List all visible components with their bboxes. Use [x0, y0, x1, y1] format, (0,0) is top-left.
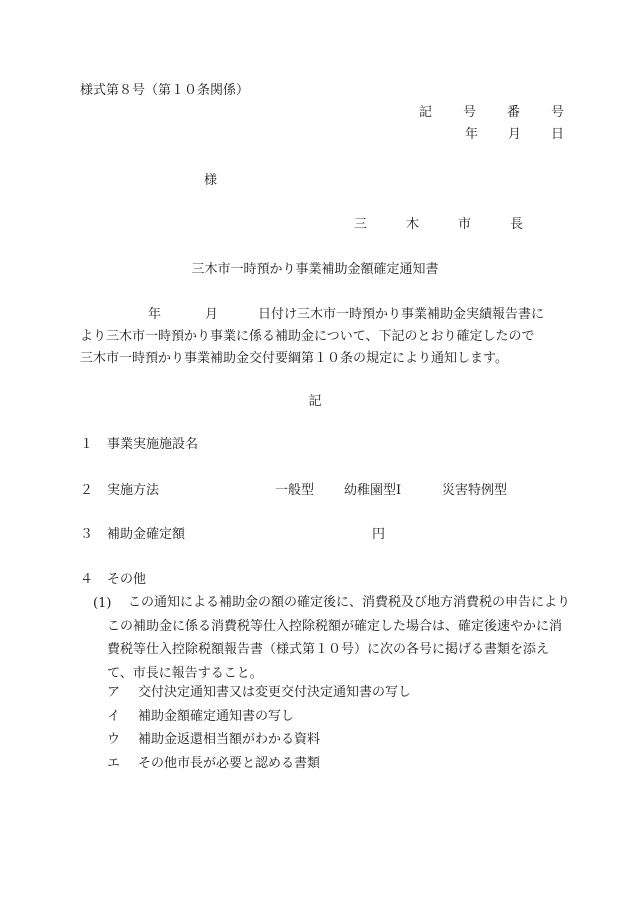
- item-other-label: その他: [107, 572, 147, 587]
- body-line-1: [80, 304, 570, 326]
- body-line-1-rest: 日付け三木市一時預かり事業補助金実績報告書に: [258, 307, 545, 322]
- item-amount-label: 補助金確定額: [107, 527, 186, 542]
- sender-name: 三 木 市 長: [353, 217, 536, 232]
- issue-date: [465, 128, 564, 141]
- document-list-text: 補助金額確定通知書の写し: [138, 709, 295, 724]
- item-facility-name-label: 事業実施施設名: [107, 437, 199, 452]
- document-list-label: イ: [107, 709, 121, 724]
- body-year: 年: [148, 307, 162, 322]
- item-number: ２: [80, 483, 94, 498]
- sub-item-text: この通知による補助金の額の確定後に、消費税及び地方消費税の申告によりこの補助金に係る消費税等仕入控除税額が確定した場合は、確定後速やかに消費税等仕入控除税額報告書（様式第１０号）に次の各号に掲げる書類を添えて、市長に報告すること。: [107, 595, 571, 681]
- form-number: 様式第８号（第１０条関係）: [80, 83, 250, 98]
- date-month: 月: [507, 127, 521, 142]
- amount-unit: 円: [372, 527, 386, 542]
- method-option-kindergarten: 幼稚園型Ⅰ: [344, 483, 402, 498]
- document-number-label: 記 号 番 号: [418, 105, 573, 120]
- method-option-general: 一般型: [275, 483, 315, 498]
- body-line-3: 三木市一時預かり事業補助金交付要綱第１０条の規定により通知します。: [80, 351, 508, 366]
- document-list-label: ウ: [107, 732, 121, 747]
- date-year: 年: [464, 127, 478, 142]
- ki-heading: 記: [308, 394, 322, 409]
- document-list-label: エ: [107, 756, 121, 771]
- notice-body: [80, 304, 570, 370]
- document-list-text: その他市長が必要と認める書類: [138, 756, 321, 771]
- document-list-text: 補助金返還相当額がわかる資料: [138, 732, 321, 747]
- item-number: ３: [80, 527, 94, 542]
- body-line-2: より三木市一時預かり事業に係る補助金について、下記のとおり確定したので: [80, 329, 535, 344]
- method-option-disaster: 災害特例型: [442, 483, 508, 498]
- item-method-label: 実施方法: [107, 483, 160, 498]
- item-number: １: [80, 437, 94, 452]
- sub-item-number: (1): [93, 596, 112, 611]
- document-title: 三木市一時預かり事業補助金額確定通知書: [191, 262, 439, 277]
- document-list-label: ア: [107, 685, 121, 700]
- date-day: 日: [550, 127, 564, 142]
- addressee-honorific: 様: [204, 173, 218, 188]
- item-number: ４: [80, 572, 94, 587]
- document-list-text: 交付決定通知書又は変更交付決定通知書の写し: [138, 685, 412, 700]
- body-month: 月: [205, 307, 219, 322]
